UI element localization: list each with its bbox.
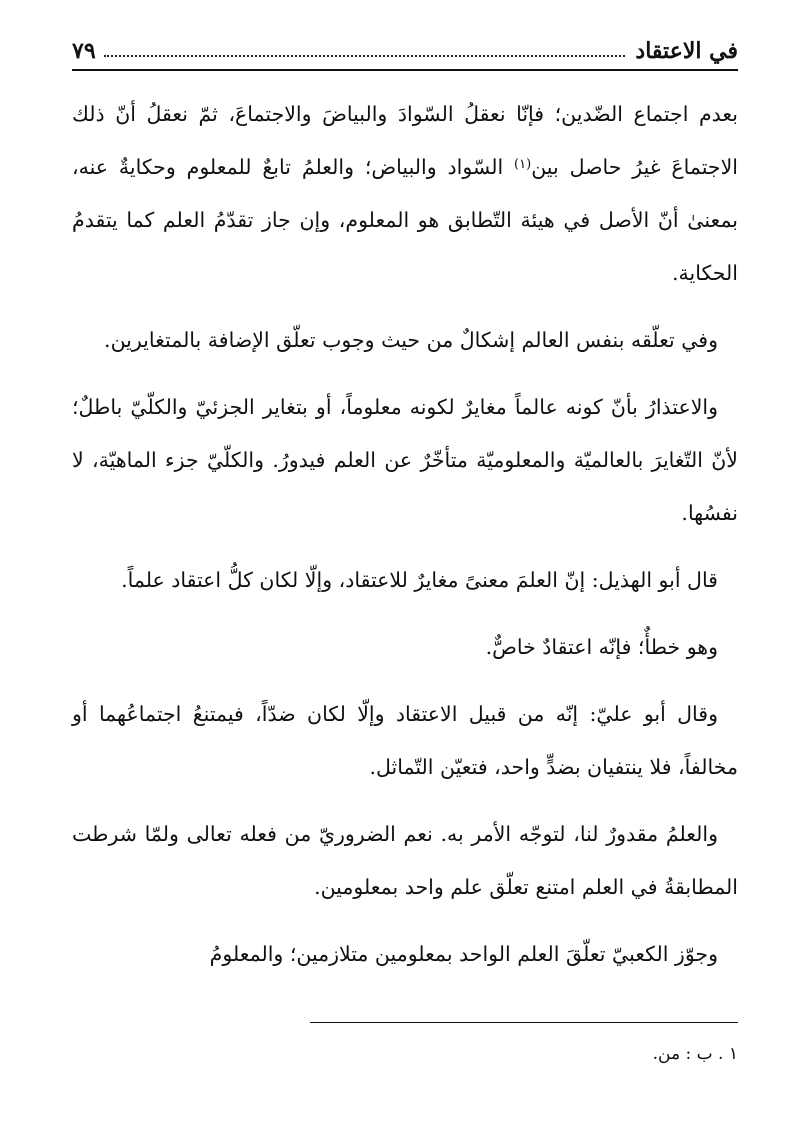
footnote-rule xyxy=(310,1022,738,1023)
header-rule xyxy=(72,69,738,71)
paragraph-7: والعلمُ مقدورٌ لنا، لتوجّه الأمر به. نعم الضروريّ من فعله تعالى ولمّا شرطت المطابقةُ في العلم امتنع تعلّق علم واحد بمعلومين. xyxy=(72,822,738,899)
footnote-ref: (١) xyxy=(514,157,532,172)
paragraph-4: قال أبو الهذيل: إنّ العلمَ معنىً مغايرٌ للاعتقاد، وإلّا لكان كلُّ اعتقاد علماً. xyxy=(121,568,718,592)
paragraph-5: وهو خطأٌ؛ فإنّه اعتقادٌ خاصٌّ. xyxy=(485,635,718,659)
running-header xyxy=(72,34,738,64)
page-number: ٧٩ xyxy=(72,38,96,64)
page xyxy=(72,0,738,1132)
paragraph-2: وفي تعلّقه بنفس العالم إشكالٌ من حيث وجوب تعلّق الإضافة بالمتغايرين. xyxy=(104,328,718,352)
body-text xyxy=(72,88,738,995)
footnote: ١ . ب : من. xyxy=(652,1044,738,1064)
running-header-title: في الاعتقاد xyxy=(635,38,738,64)
leader-dots xyxy=(104,55,626,57)
paragraph-1-part-b: السّواد والبياض؛ والعلمُ تابعٌ للمعلوم وحكايةٌ عنه، بمعنىٰ أنّ الأصل في هيئة التّطابق هو المعلوم، وإن جاز تقدّمُ العلم كما يتقدمُ الحكاية. xyxy=(72,155,738,285)
paragraph-1-part-a: بعدم اجتماع الضّدين؛ فإنّا نعقلُ السّوادَ والبياضَ والاجتماعَ، ثمّ نعقلُ أنّ ذلك الاجتماعَ غيرُ حاصل بين xyxy=(72,102,738,179)
paragraph-6: وقال أبو عليّ: إنّه من قبيل الاعتقاد وإلّا لكان ضدّاً، فيمتنعُ اجتماعُهما أو مخالفاً، فلا ينتفيان بضدٍّ واحد، فتعيّن التّماثل. xyxy=(72,702,738,779)
paragraph-1 xyxy=(72,88,738,300)
paragraph-8: وجوّز الكعبيّ تعلّقَ العلم الواحد بمعلومين متلازمين؛ والمعلومُ xyxy=(209,942,718,966)
paragraph-3: والاعتذارُ بأنّ كونه عالماً مغايرٌ لكونه معلوماً، أو بتغاير الجزئيّ والكلّيّ باطلٌ؛ لأنّ التّغايرَ بالعالميّة والمعلوميّة متأخّرٌ عن العلم فيدورُ. والكلّيّ جزء الماهيّة، لا نفسُها. xyxy=(72,395,738,525)
